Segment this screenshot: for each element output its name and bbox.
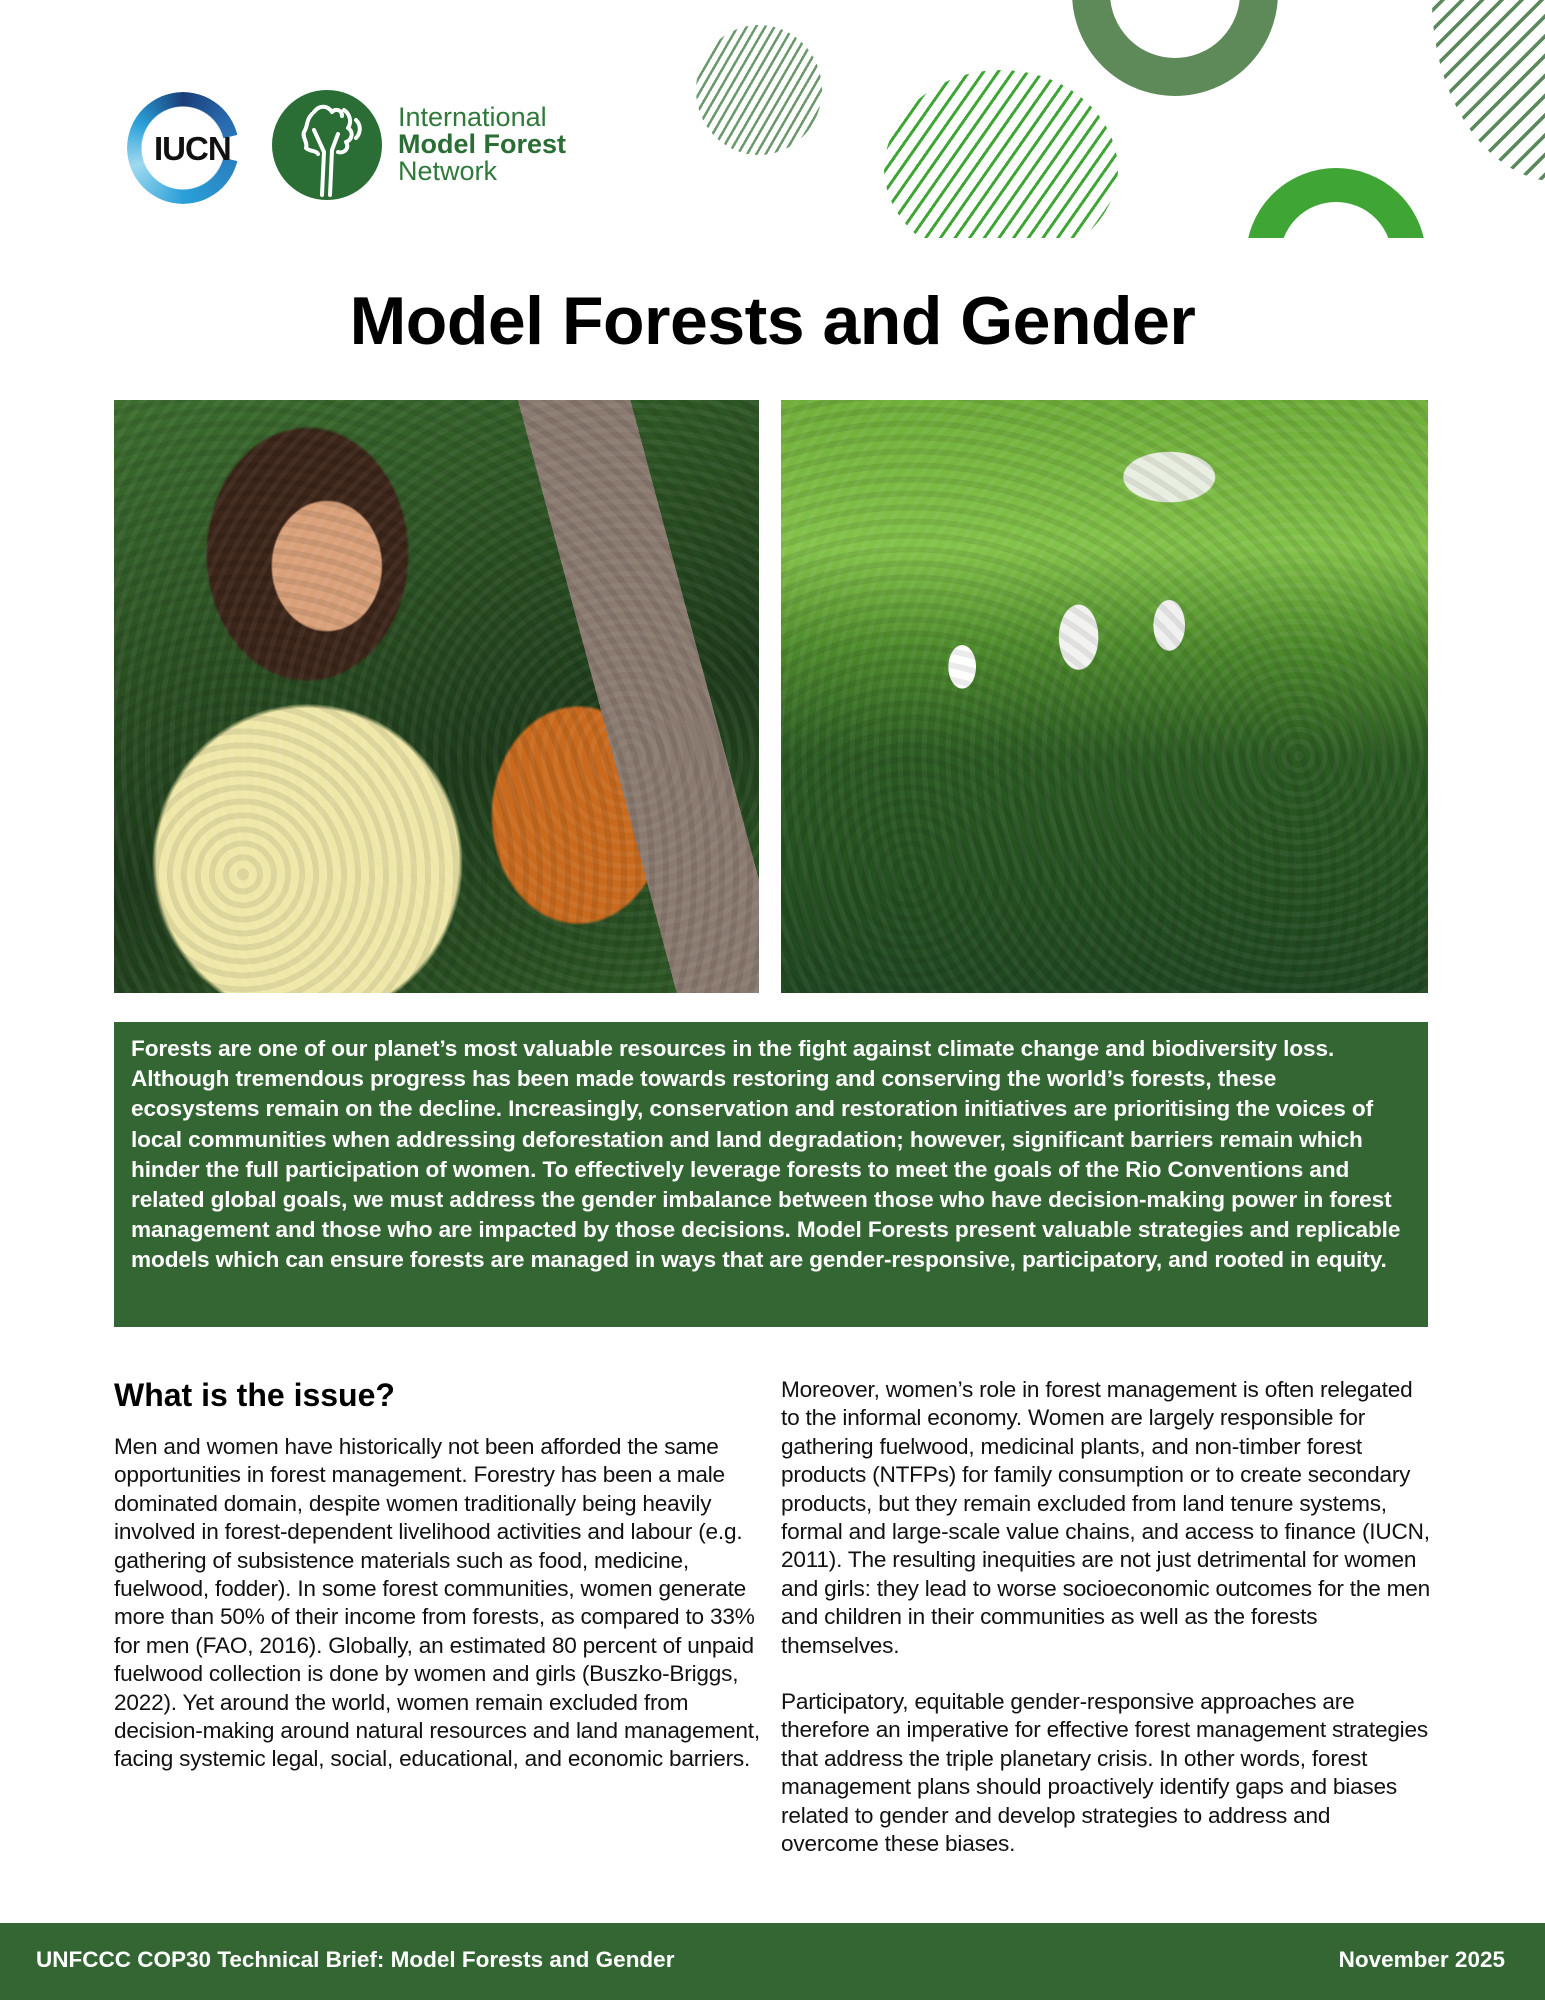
right-paragraph-2: Participatory, equitable gender-responsive approaches are therefore an imperative for effective forest management strategies that address the triple planetary crisis. In other words, forest management plans should proactively identify gaps and biases related to gender and develop strategies to address and overcome these biases.	[781, 1689, 1428, 1857]
imfn-line-2: Model Forest	[398, 129, 567, 159]
left-paragraph: Men and women have historically not been afforded the same opportunities in forest management. Forestry has been a male dominated domain, despite women traditionally being heavily involved in forest-dependent livelihood activities and labour (e.g. gathering of subsistence materials such as food, medicine, fuelwood, fodder). In some forest communities, women generate more than 50% of their income from forests, as compared to 33% for men (FAO, 2016). Globally, an estimated 80 percent of unpaid fuelwood collection is done by women and girls (Buszko-Briggs, 2022). Yet around the world, women remain excluded from decision-making around natural resources and land management, facing systemic legal, social, educational, and economic barriers.	[114, 1434, 760, 1772]
decorative-striped-circle	[696, 25, 822, 155]
tree-icon	[272, 90, 382, 200]
iucn-logo	[127, 92, 239, 204]
photo-women-picking-tea	[781, 400, 1428, 993]
imfn-tree-logo	[272, 90, 382, 200]
intro-callout-box	[114, 1022, 1428, 1327]
iucn-logo-text: IUCN	[154, 130, 231, 167]
intro-text: Forests are one of our planet’s most valuable resources in the fight against climate change and biodiversity loss. Although tremendous progress has been made towards restoring and conserving the world’s forests, these ecosystems remain on the decline. Increasingly, conservation and restoration initiatives are prioritising the voices of local communities when addressing deforestation and land degradation; however, significant barriers remain which hinder the full participation of women. To effectively leverage forests to meet the goals of the Rio Conventions and related global goals, we must address the gender imbalance between those who have decision-making power in forest management and those who are impacted by those decisions. Model Forests present valuable strategies and replicable models which can ensure forests are managed in ways that are gender-responsive, participatory, and rooted in equity.	[131, 1036, 1401, 1273]
imfn-line-3: Network	[398, 156, 498, 186]
imfn-wordmark	[398, 104, 566, 185]
photo-texture	[114, 400, 759, 993]
imfn-line-1: International	[398, 102, 547, 132]
photo-texture	[781, 400, 1428, 993]
left-column	[114, 1375, 764, 1774]
footer-document-title: UNFCCC COP30 Technical Brief: Model Forests and Gender	[36, 1947, 675, 1972]
decorative-striped-circle	[884, 70, 1118, 238]
right-column	[781, 1376, 1431, 1859]
paragraph-spacer	[781, 1660, 1431, 1688]
page-title: Model Forests and Gender	[349, 283, 1196, 359]
decorative-striped-circle	[1400, 0, 1545, 182]
right-paragraph-1: Moreover, women’s role in forest management is often relegated to the informal economy. Women are largely responsible for gathering fuelwood, medicinal plants, and non-timber forest products (NTFPs) for family consumption or to create secondary products, but they remain excluded from land tenure systems, formal and large-scale value chains, and access to finance (IUCN, 2011). The resulting inequities are not just detrimental for women and girls: they lead to worse socioeconomic outcomes for the men and children in their communities as well as the forests themselves.	[781, 1377, 1431, 1658]
footer-bar	[0, 1923, 1545, 2000]
decorative-ring	[1072, 0, 1278, 96]
footer-date: November 2025	[1338, 1947, 1505, 1972]
section-heading: What is the issue?	[114, 1377, 395, 1413]
decorative-arc	[1240, 160, 1440, 238]
photo-woman-with-tree	[114, 400, 759, 993]
decorative-arc-shape	[1246, 168, 1426, 238]
